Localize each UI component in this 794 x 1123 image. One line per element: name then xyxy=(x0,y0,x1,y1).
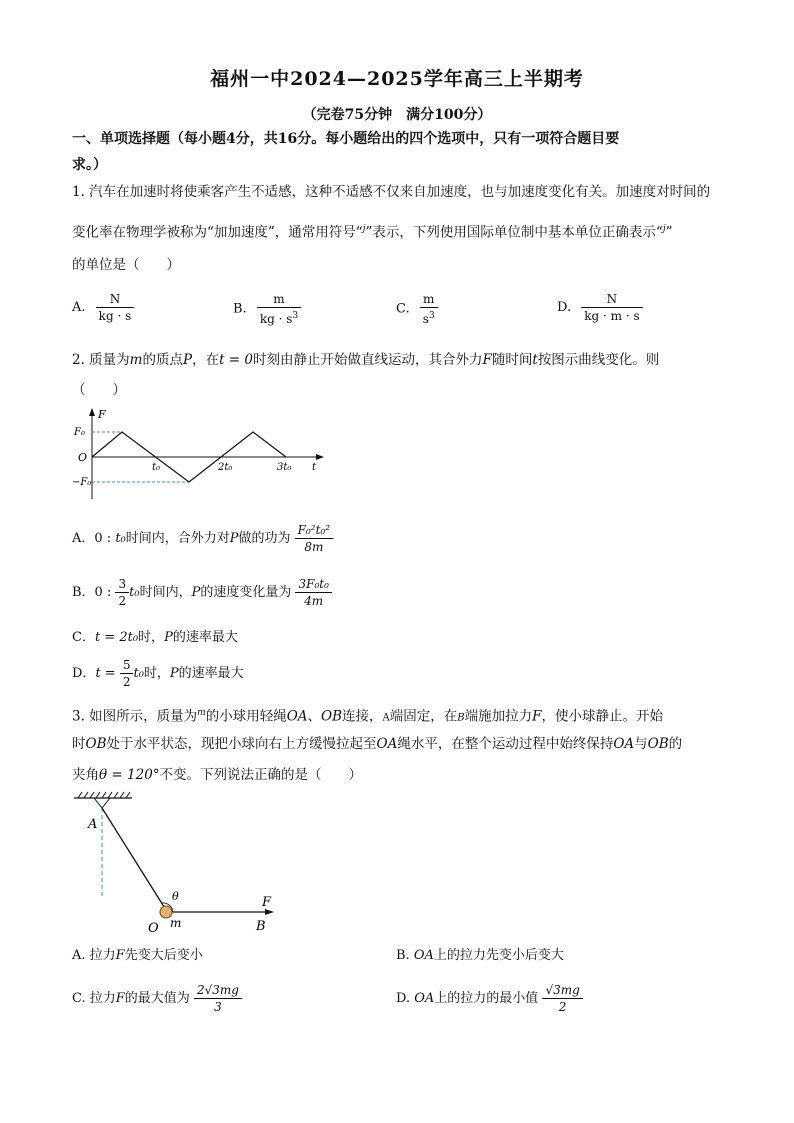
q1-line2a: 变化率在物理学被称为“加加速度”，通常用符号“ xyxy=(72,224,363,241)
frac-num: m xyxy=(257,291,301,308)
q3-line1c: 连接， xyxy=(342,708,383,725)
q2-line1b: 的质点 xyxy=(142,352,183,368)
ceiling-hatch xyxy=(78,792,130,798)
q2-c-pre: C． xyxy=(72,630,95,645)
frac-den: 4m xyxy=(304,594,324,608)
q1-option-c-label: C. xyxy=(396,301,410,317)
q2-t: t xyxy=(532,352,538,368)
q3-c-frac xyxy=(194,982,242,1015)
frac-den: 3 xyxy=(214,1000,222,1014)
frac-num: 3F₀t₀ xyxy=(295,576,331,593)
q2-line1d: 时刻由静止开始做直线运动，其合外力 xyxy=(253,352,483,368)
frac-den: 2 xyxy=(558,1000,567,1014)
q2-a-pre: A．0 : xyxy=(72,531,116,546)
q1-option-c[interactable] xyxy=(396,291,438,327)
q2-option-a[interactable] xyxy=(72,522,333,555)
q2-a-p: P xyxy=(229,531,239,546)
q3-a-f: F xyxy=(115,948,125,963)
q1-line2c: ” xyxy=(665,224,673,241)
q1-line1: 1. 汽车在加速时将使乘客产生不适感，这种不适感不仅来自加速度，也与加速度变化有关。加速度对时间的 xyxy=(72,184,711,200)
q3-ob-3: OB xyxy=(647,736,669,752)
frac-den xyxy=(257,308,301,327)
q3-line2c: 绳水平，在整个运动过程中始终保持 xyxy=(397,736,614,752)
frac-den: 8m xyxy=(304,540,324,554)
q3-oa: OA xyxy=(286,708,308,725)
q2-line1e: 随时间 xyxy=(491,352,533,368)
frac-num: 2√3mg xyxy=(194,982,242,999)
q2-force-graph xyxy=(72,404,332,504)
q2-d-t0: t₀ xyxy=(133,666,144,681)
q2-c-mid: 时， xyxy=(138,630,165,645)
q3-line3b: 不变。下列说法正确的是（ ） xyxy=(159,767,363,783)
q2-line1 xyxy=(72,350,734,370)
q3-b: B xyxy=(457,712,465,724)
q3-b-oa: OA xyxy=(413,948,434,963)
q2-d-coef xyxy=(120,657,134,690)
q2-b-frac xyxy=(295,576,331,609)
q2-b-post: 的速度变化量为 xyxy=(200,585,292,600)
q3-option-b[interactable] xyxy=(396,944,564,963)
q3-d-oa: OA xyxy=(414,991,435,1006)
q1-option-c-frac xyxy=(420,291,438,327)
q2-d-expr: t = xyxy=(95,666,116,681)
q2-line1f: 按图示曲线变化。则 xyxy=(537,352,660,368)
q3-line1 xyxy=(72,703,734,729)
graph-t0-label: t₀ xyxy=(152,462,161,473)
q2-a-frac xyxy=(295,522,333,555)
rope-oa xyxy=(102,808,166,910)
fig-o-label: O xyxy=(148,921,159,936)
fig-m-label: m xyxy=(170,916,182,930)
pivot-mount xyxy=(94,798,110,808)
q2-a-post: 做的功为 xyxy=(238,531,291,546)
q2-a-t0: t₀ xyxy=(115,531,126,546)
q1-option-b-frac xyxy=(257,291,301,327)
q1-option-a-label: A. xyxy=(72,300,86,315)
frac-den: 2 xyxy=(118,594,127,608)
q3-f: F xyxy=(532,708,542,725)
frac-num: m xyxy=(420,291,438,308)
q2-a-mid: 时间内，合外力对 xyxy=(125,531,230,546)
q2-m: m xyxy=(129,352,143,368)
q1-option-b[interactable] xyxy=(233,291,301,327)
q2-c-p: P xyxy=(164,630,173,645)
frac-num: √3mg xyxy=(542,982,582,999)
graph-2t0-label: 2t₀ xyxy=(218,462,233,473)
frac-den-sup: 3 xyxy=(428,311,435,321)
q1-option-b-label: B. xyxy=(233,301,247,317)
q3-line1b: 的小球用轻绳 xyxy=(205,708,287,725)
q2-d-pre: D． xyxy=(72,666,96,681)
q2-b-t0: t₀ xyxy=(129,585,140,600)
section-heading xyxy=(72,126,732,178)
q3-b-label: B. xyxy=(396,948,414,963)
q1-symbol: j xyxy=(362,224,366,234)
graph-f0-label: F₀ xyxy=(74,427,85,438)
q1-option-d-frac xyxy=(581,291,642,324)
q3-line3 xyxy=(72,765,734,785)
q2-f: F xyxy=(482,352,492,368)
q2-b-pre: B．0 : xyxy=(72,585,116,600)
frac-num: F₀²t₀² xyxy=(295,522,333,539)
q1-symbol-2: j xyxy=(662,224,666,234)
exam-title: 福州一中2024—2025学年高三上半期考 xyxy=(210,68,584,90)
q3-a: A xyxy=(382,712,390,724)
section-heading-line2: 求。） xyxy=(72,157,107,173)
q2-option-b[interactable] xyxy=(72,576,332,609)
q3-c-f: F xyxy=(115,991,125,1006)
x-axis-arrow xyxy=(316,454,324,460)
graph-f-label: F xyxy=(98,408,106,421)
q1-line2b: ”表示，下列使用国际单位制中基本单位正确表示“ xyxy=(365,224,663,241)
q2-line1c: ，在 xyxy=(192,352,220,368)
graph-3t0-label: 3t₀ xyxy=(277,462,292,473)
q3-figure xyxy=(70,790,290,940)
q2-c-expr: t = 2t₀ xyxy=(94,630,139,645)
q3-m: m xyxy=(197,708,206,718)
q2-b-mid: 时间内， xyxy=(139,585,192,600)
q1-option-a[interactable] xyxy=(72,291,134,324)
q3-line2b: 处于水平状态，现把小球向右上方缓慢拉起至 xyxy=(106,736,377,752)
q3-sep: 、 xyxy=(307,708,322,725)
frac-den xyxy=(420,308,438,327)
fig-f-label: F xyxy=(262,895,272,910)
q2-d-mid: 时， xyxy=(143,666,170,681)
frac-num: N xyxy=(581,291,642,308)
fig-a-label: A xyxy=(88,817,98,832)
q1-line3: 的单位是（ ） xyxy=(72,257,180,273)
q3-ob-2: OB xyxy=(85,736,107,752)
q3-oa-3: OA xyxy=(613,736,635,752)
q2-option-c[interactable] xyxy=(72,626,238,645)
graph-neg-f0-label: −F₀ xyxy=(72,477,92,488)
q3-option-c[interactable] xyxy=(72,982,242,1015)
q3-line1d: 端固定，在 xyxy=(389,708,458,725)
q3-line2a: 时 xyxy=(72,736,86,752)
q2-b-coef xyxy=(115,576,129,609)
q2-d-post: 的速率最大 xyxy=(178,666,244,681)
q2-t0eq: t = 0 xyxy=(219,352,253,368)
graph-t-axis-label: t xyxy=(312,462,317,473)
q3-d-text: 上的拉力的最小值 xyxy=(434,991,539,1006)
q3-line2 xyxy=(72,734,734,754)
q3-a-label: A. 拉力 xyxy=(72,948,116,963)
frac-den: kg · s xyxy=(98,309,132,323)
frac-num: 3 xyxy=(115,576,129,593)
q3-d-label: D. xyxy=(396,991,415,1006)
frac-den-base: s xyxy=(422,312,429,326)
frac-num: N xyxy=(96,291,135,308)
q2-c-post: 的速率最大 xyxy=(172,630,238,645)
q1-option-d-label: D. xyxy=(557,300,572,315)
frac-den: 2 xyxy=(122,675,131,689)
q3-theta: θ = 120° xyxy=(99,767,160,783)
q1-option-a-frac xyxy=(96,291,135,324)
q3-line1e: 端施加拉力 xyxy=(464,708,533,725)
fig-b-label: B xyxy=(256,919,266,934)
q1-line2 xyxy=(72,219,734,243)
q2-p: P xyxy=(182,352,193,368)
q3-option-a[interactable] xyxy=(72,944,203,963)
graph-origin-label: O xyxy=(78,451,88,464)
q3-line1a: 3. 如图所示，质量为 xyxy=(72,708,198,725)
q3-line1f: ，使小球静止。开始 xyxy=(541,708,664,725)
section-heading-line1: 一、单项选择题（每小题4分，共16分。每小题给出的四个选项中，只有一项符合题目要 xyxy=(72,131,620,147)
frac-den-base: kg · s xyxy=(259,312,293,326)
q3-ob: OB xyxy=(321,708,343,725)
q2-line1a: 2. 质量为 xyxy=(72,352,130,368)
q3-line3a: 夹角 xyxy=(72,767,99,783)
exam-subtitle: （完卷75分钟 满分100分） xyxy=(302,107,492,123)
frac-num: 5 xyxy=(120,657,134,674)
q3-line2d: 与 xyxy=(634,736,648,752)
q3-option-d[interactable] xyxy=(396,982,583,1015)
q3-d-frac xyxy=(542,982,582,1015)
q3-c-text: 的最大值为 xyxy=(124,991,190,1006)
q3-a-text: 先变大后变小 xyxy=(124,948,203,963)
q3-c-label: C. 拉力 xyxy=(72,991,116,1006)
q2-option-d[interactable] xyxy=(72,657,244,690)
q2-line2: （ ） xyxy=(72,382,126,398)
q1-option-d[interactable] xyxy=(557,291,643,324)
q3-line2e: 的 xyxy=(668,736,683,752)
fig-theta-label: θ xyxy=(172,890,179,903)
q2-d-p: P xyxy=(169,666,179,681)
frac-den: kg · m · s xyxy=(584,309,640,323)
q3-b-text: 上的拉力先变小后变大 xyxy=(433,948,564,963)
frac-den-sup: 3 xyxy=(292,311,299,321)
y-axis-arrow xyxy=(89,408,95,416)
q3-oa-2: OA xyxy=(376,736,398,752)
q2-b-p: P xyxy=(191,585,201,600)
